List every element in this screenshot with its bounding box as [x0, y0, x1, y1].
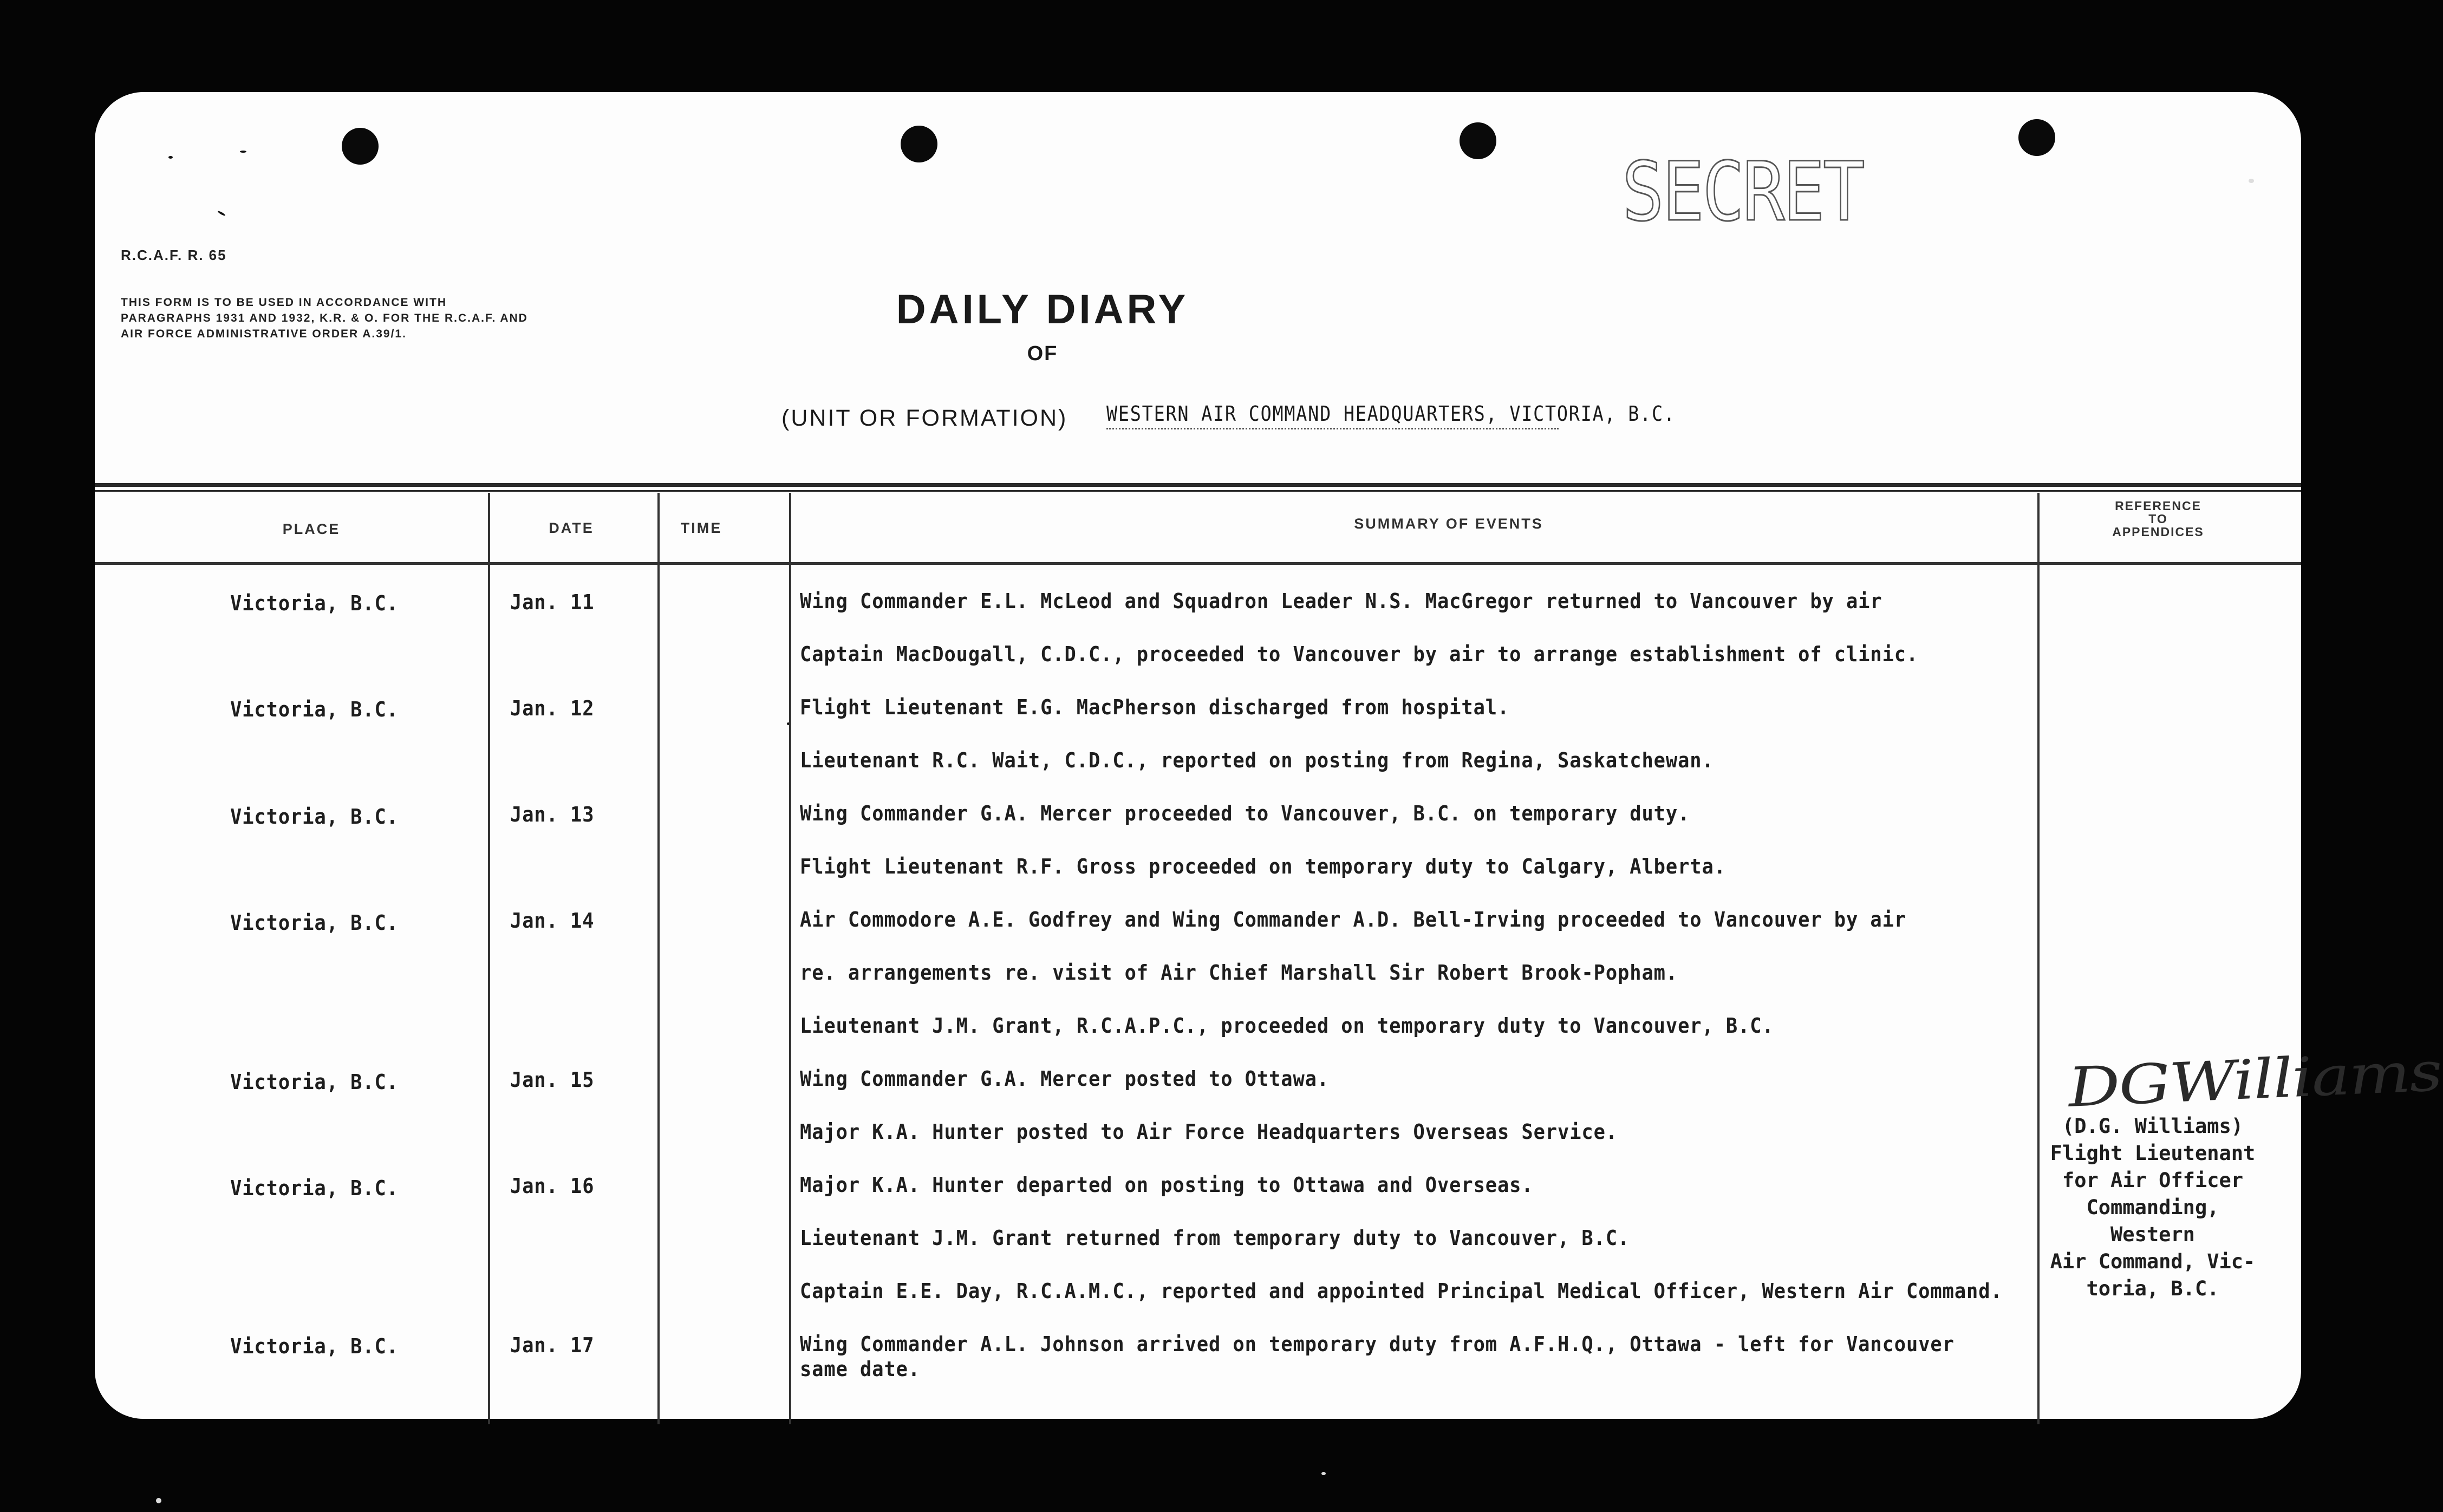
speck: [156, 1498, 161, 1503]
form-code: R.C.A.F. R. 65: [121, 247, 227, 263]
entry-date: Jan. 14: [510, 909, 595, 933]
table-top-rule: [95, 483, 2301, 487]
reference-line: TO: [2148, 512, 2168, 526]
entry-event: Wing Commander G.A. Mercer posted to Ottawa.: [800, 1067, 1330, 1091]
column-header-summary: SUMMARY OF EVENTS: [1354, 516, 1543, 532]
punch-hole: [342, 128, 379, 165]
column-divider: [488, 493, 490, 1424]
diary-sheet: [95, 92, 2443, 1419]
entry-event: Wing Commander E.L. McLeod and Squadron Leader N.S. MacGregor returned to Vancouver by air: [800, 589, 1882, 613]
signature-line: for Air Officer: [2062, 1169, 2244, 1192]
column-header-time: TIME: [680, 520, 722, 536]
entry-place: Victoria, B.C.: [230, 1334, 399, 1358]
entry-date: Jan. 17: [510, 1333, 595, 1357]
entry-event-continued: same date.: [800, 1357, 921, 1381]
entry-place: Victoria, B.C.: [230, 1176, 399, 1200]
entry-place: Victoria, B.C.: [230, 911, 399, 935]
entry-date: Jan. 13: [510, 803, 595, 826]
entry-event: Lieutenant J.M. Grant returned from temporary duty to Vancouver, B.C.: [800, 1226, 1630, 1250]
signature-line: toria, B.C.: [2086, 1277, 2219, 1300]
entry-date: Jan. 11: [510, 590, 595, 614]
reference-line: APPENDICES: [2112, 525, 2204, 539]
entry-event: Air Commodore A.E. Godfrey and Wing Commander A.D. Bell-Irving proceeded to Vancouver by air: [800, 908, 1907, 931]
punch-hole: [2018, 119, 2055, 156]
signature-line: Commanding, Western: [2086, 1196, 2219, 1246]
signature-image: DGWilliams: [2066, 1039, 2443, 1119]
entry-event: Flight Lieutenant E.G. MacPherson discharged from hospital.: [800, 695, 1510, 719]
entry-event: Lieutenant R.C. Wait, C.D.C., reported on posting from Regina, Saskatchewan.: [800, 748, 1714, 772]
punch-hole: [901, 126, 937, 162]
column-header-reference: [2044, 499, 2272, 538]
entry-place: Victoria, B.C.: [230, 805, 399, 829]
secret-stamp: SECRET: [1622, 145, 1864, 239]
speck: [1321, 1472, 1326, 1475]
header-rule: [95, 562, 2301, 565]
entry-date: Jan. 16: [510, 1174, 595, 1198]
column-header-place: PLACE: [282, 521, 341, 537]
speck: [240, 151, 246, 153]
signature-line: Flight Lieutenant: [2050, 1142, 2256, 1165]
entry-event: Lieutenant J.M. Grant, R.C.A.P.C., proceeded on temporary duty to Vancouver, B.C.: [800, 1014, 1774, 1038]
entry-event: Flight Lieutenant R.F. Gross proceeded on temporary duty to Calgary, Alberta.: [800, 855, 1726, 878]
unit-underline: [1106, 428, 1559, 429]
speck: [217, 210, 226, 216]
entry-event: Major K.A. Hunter departed on posting to Ottawa and Overseas.: [800, 1173, 1534, 1197]
entry-event: Captain E.E. Day, R.C.A.M.C., reported and appointed Principal Medical Officer, Western Air Command.: [800, 1279, 2003, 1303]
entry-event: Wing Commander G.A. Mercer proceeded to Vancouver, B.C. on temporary duty.: [800, 801, 1690, 825]
title-of: OF: [1027, 342, 1058, 365]
entry-date: Jan. 12: [510, 696, 595, 720]
signature-line: (D.G. Williams): [2062, 1115, 2244, 1138]
table-top-rule-thin: [95, 490, 2301, 492]
signature-line: Air Command, Vic-: [2050, 1250, 2256, 1273]
column-divider: [789, 493, 791, 1424]
unit-label: (UNIT OR FORMATION): [781, 405, 1068, 431]
entry-place: Victoria, B.C.: [230, 591, 399, 615]
speck: [2249, 179, 2254, 183]
column-divider: [657, 493, 660, 1424]
unit-value: WESTERN AIR COMMAND HEADQUARTERS, VICTORIA, B.C.: [1106, 402, 1676, 426]
entry-date: Jan. 15: [510, 1068, 595, 1092]
entry-event: Captain MacDougall, C.D.C., proceeded to Vancouver by air to arrange establishment of clinic.: [800, 642, 1919, 666]
punch-hole: [1460, 122, 1496, 159]
column-header-date: DATE: [549, 520, 594, 536]
entry-place: Victoria, B.C.: [230, 698, 399, 721]
signature-block: [2039, 1113, 2266, 1302]
entry-place: Victoria, B.C.: [230, 1070, 399, 1094]
entry-event: re. arrangements re. visit of Air Chief Marshall Sir Robert Brook-Popham.: [800, 961, 1678, 985]
speck: [168, 156, 173, 159]
page-title: DAILY DIARY: [896, 286, 1189, 333]
form-note: THIS FORM IS TO BE USED IN ACCORDANCE WITH PARAGRAPHS 1931 AND 1932, K.R. & O. FOR THE R.C.A.F. AND AIR FORCE ADMINISTRATIVE ORDER A.39/1.: [121, 296, 528, 340]
entry-event: Major K.A. Hunter posted to Air Force Headquarters Overseas Service.: [800, 1120, 1618, 1144]
entry-event: Wing Commander A.L. Johnson arrived on temporary duty from A.F.H.Q., Ottawa - left for Vancouver: [800, 1332, 1955, 1356]
reference-line: REFERENCE: [2115, 499, 2201, 513]
